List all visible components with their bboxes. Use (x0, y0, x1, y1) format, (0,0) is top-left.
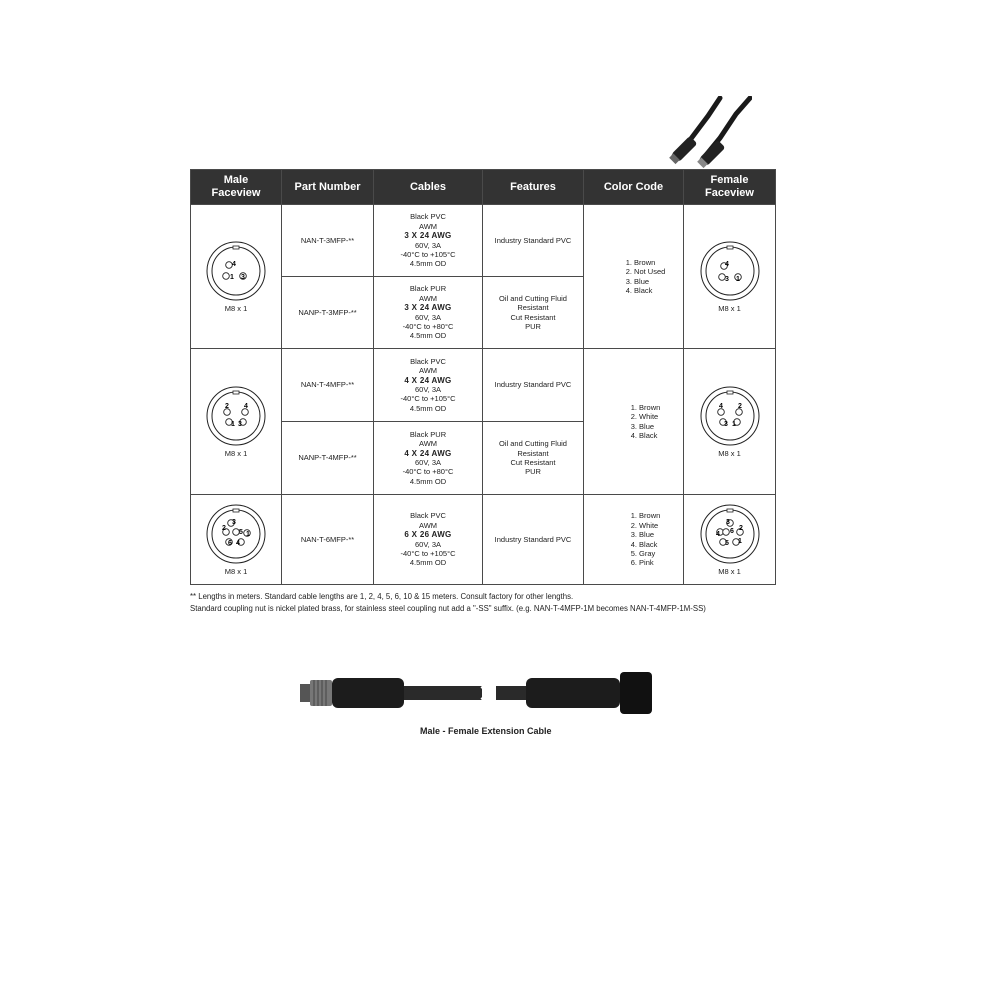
cell-line: 60V, 3A (415, 240, 441, 250)
female-connector-faceview (699, 240, 761, 302)
part-number-cell: NAN-T-6MFP-** (282, 495, 374, 585)
color-code-item: 3. Blue (630, 421, 655, 431)
pin-number-label: 2 (225, 402, 229, 410)
connector-inner-ring (212, 392, 260, 440)
table-header-row (191, 170, 776, 205)
header-male-faceview: Male Faceview (191, 170, 282, 205)
cell-line: 4.5mm OD (409, 331, 447, 341)
cable-spec-cell (374, 205, 483, 277)
connector-size-label: M8 x 1 (718, 303, 741, 313)
pin-number-label: 2 (737, 402, 742, 410)
cell-line: Resistant (517, 448, 549, 458)
cable-photo (668, 96, 752, 168)
male-connector-faceview (205, 240, 267, 302)
cell-line: 4 X 24 AWG (404, 448, 452, 458)
cell-line: Oil and Cutting Fluid (499, 439, 567, 449)
pin-number-label: 6 (729, 527, 734, 535)
cell-line: 4.5mm OD (409, 558, 447, 568)
pin-number-label: 1 (737, 537, 742, 545)
cell-line: AWM (418, 221, 438, 231)
cell-line: -40°C to +105°C (400, 394, 456, 404)
connector-key-notch (233, 246, 239, 249)
color-code-item: 2. White (630, 412, 659, 422)
connector-inner-ring (706, 392, 754, 440)
color-code-item: 4. Black (630, 539, 658, 549)
table-row (191, 495, 776, 585)
color-code-item: 6. Pink (630, 558, 654, 568)
cell-line: PUR (525, 321, 541, 331)
cell-line: -40°C to +105°C (400, 548, 456, 558)
pin-number-label: 3 (238, 420, 242, 428)
color-code-item: 2. Not Used (625, 267, 666, 277)
pin-number-label: 4 (236, 539, 240, 547)
cell-line: 4.5mm OD (409, 476, 447, 486)
cell-line: 60V, 3A (415, 312, 441, 322)
color-code-item: 5. Gray (630, 548, 656, 558)
connector-size-label: M8 x 1 (224, 566, 248, 576)
color-code-cell (584, 495, 684, 585)
extension-cable-caption: Male - Female Extension Cable (420, 726, 552, 736)
pin-number-label: 4 (718, 402, 723, 410)
pin-number-label: 2 (222, 524, 226, 532)
table-row (191, 205, 776, 277)
connector-outer-ring (207, 242, 265, 300)
pin-number-label: 3 (723, 420, 728, 428)
cell-line: 60V, 3A (415, 539, 441, 549)
part-number-cell: NAN-T-3MFP-** (282, 205, 374, 277)
cell-line: -40°C to +105°C (400, 249, 456, 259)
female-faceview-cell (684, 205, 776, 349)
cell-line: Black PUR (409, 284, 447, 294)
male-connector-faceview (205, 385, 267, 447)
pin-number-label: 1 (735, 275, 740, 283)
connector-key-notch (727, 391, 733, 394)
cell-line: Black PVC (410, 511, 446, 521)
cell-line: 3 X 24 AWG (404, 231, 452, 241)
cell-line: AWM (418, 293, 438, 303)
connector-size-label: M8 x 1 (224, 448, 248, 458)
pin-number-label: 3 (724, 275, 729, 283)
connector-key-notch (233, 391, 239, 394)
cell-line: -40°C to +80°C (402, 321, 454, 331)
pin-number-label: 1 (246, 530, 250, 538)
cell-line: -40°C to +80°C (402, 467, 454, 477)
pin-number-label: 3 (232, 518, 236, 526)
note-lengths: ** Lengths in meters. Standard cable lengths are 1, 2, 4, 5, 6, 10 & 15 meters. Consult factory for other lengths. (190, 592, 574, 601)
pin-number-label: 1 (230, 273, 234, 281)
cell-line: Black PVC (410, 212, 446, 222)
pin-number-label: 6 (228, 539, 232, 547)
female-faceview-cell (684, 495, 776, 585)
pin-number-label: 4 (715, 530, 720, 538)
male-connector-faceview (205, 503, 267, 565)
color-code-item: 4. Black (625, 285, 653, 295)
cell-line: AWM (418, 439, 438, 449)
color-code-item: 4. Black (630, 430, 658, 440)
color-code-cell (584, 349, 684, 495)
connector-key-notch (727, 246, 733, 249)
header-cables: Cables (374, 170, 483, 205)
extension-cable-illustration (300, 668, 652, 718)
cell-line: Industry Standard PVC (494, 534, 572, 544)
features-cell (483, 205, 584, 277)
color-code-item: 2. White (630, 520, 659, 530)
cell-line: Black PUR (409, 429, 447, 439)
male-faceview-cell (191, 349, 282, 495)
table-row (191, 349, 776, 422)
cell-line: AWM (418, 520, 438, 530)
cable-spec-cell (374, 422, 483, 495)
color-code-item: 1. Brown (625, 257, 656, 267)
pin-number-label: 1 (231, 420, 235, 428)
part-number-cell: NAN-T-4MFP-** (282, 349, 374, 422)
pin-number-label: 5 (724, 539, 729, 547)
features-cell (483, 495, 584, 585)
connector-size-label: M8 x 1 (224, 303, 248, 313)
color-code-item: 1. Brown (630, 402, 661, 412)
pin-number-label: 3 (241, 273, 245, 281)
pin-number-label: 5 (239, 528, 243, 536)
cell-line: PUR (525, 467, 541, 477)
features-cell (483, 277, 584, 349)
connector-inner-ring (212, 247, 260, 295)
color-code-item: 3. Blue (625, 276, 650, 286)
cable-spec-cell (374, 277, 483, 349)
connector-outer-ring (701, 387, 759, 445)
footnotes (190, 591, 706, 615)
header-features: Features (483, 170, 584, 205)
pin-hole (223, 272, 230, 279)
connector-key-notch (233, 509, 239, 512)
female-faceview-cell (684, 349, 776, 495)
female-connector-faceview (699, 503, 761, 565)
cell-line: Industry Standard PVC (494, 380, 572, 390)
pin-number-label: 4 (232, 260, 236, 268)
color-code-item: 1. Brown (630, 511, 661, 521)
pin-number-label: 4 (244, 402, 248, 410)
cell-line: 60V, 3A (415, 385, 441, 394)
pin-number-label: 1 (731, 420, 736, 428)
pin-number-label: 3 (725, 518, 730, 526)
features-cell (483, 422, 584, 495)
connector-size-label: M8 x 1 (718, 566, 741, 576)
cell-line: 4.5mm OD (409, 259, 447, 269)
cell-line: Oil and Cutting Fluid (499, 293, 567, 303)
connector-size-label: M8 x 1 (718, 448, 741, 458)
cable-spec-cell (374, 495, 483, 585)
cell-line: 4 X 24 AWG (404, 375, 452, 385)
cable-spec-cell (374, 349, 483, 422)
cell-line: Cut Resistant (510, 312, 556, 322)
note-coupling-nut: Standard coupling nut is nickel plated brass, for stainless steel coupling nut add a "-SS" suffix. (e.g. NAN-T-4MFP-1M becomes NAN-T-4MFP-1M-SS) (190, 604, 706, 613)
cell-line: 4.5mm OD (409, 403, 447, 413)
header-color-code: Color Code (584, 170, 684, 205)
cell-line: 60V, 3A (415, 458, 441, 467)
connector-outer-ring (701, 242, 759, 300)
cell-line: Resistant (517, 303, 549, 313)
cell-line: Black PVC (410, 356, 446, 366)
connector-inner-ring (706, 247, 754, 295)
color-code-cell (584, 205, 684, 349)
connector-outer-ring (207, 387, 265, 445)
male-faceview-cell (191, 495, 282, 585)
pin-number-label: 4 (724, 260, 729, 268)
header-part-number: Part Number (282, 170, 374, 205)
connector-key-notch (727, 509, 733, 512)
pin-number-label: 2 (738, 524, 743, 532)
cell-line: AWM (418, 366, 438, 376)
cell-line: 6 X 26 AWG (404, 530, 452, 540)
connector-spec-table (190, 169, 776, 585)
female-connector-faceview (699, 385, 761, 447)
cell-line: Industry Standard PVC (494, 235, 572, 245)
pin-hole (722, 528, 729, 535)
part-number-cell: NANP-T-3MFP-** (282, 277, 374, 349)
cell-line: 3 X 24 AWG (404, 303, 452, 313)
features-cell (483, 349, 584, 422)
cell-line: Cut Resistant (510, 458, 556, 467)
header-female-faceview: Female Faceview (684, 170, 776, 205)
color-code-item: 3. Blue (630, 530, 655, 540)
male-faceview-cell (191, 205, 282, 349)
part-number-cell: NANP-T-4MFP-** (282, 422, 374, 495)
